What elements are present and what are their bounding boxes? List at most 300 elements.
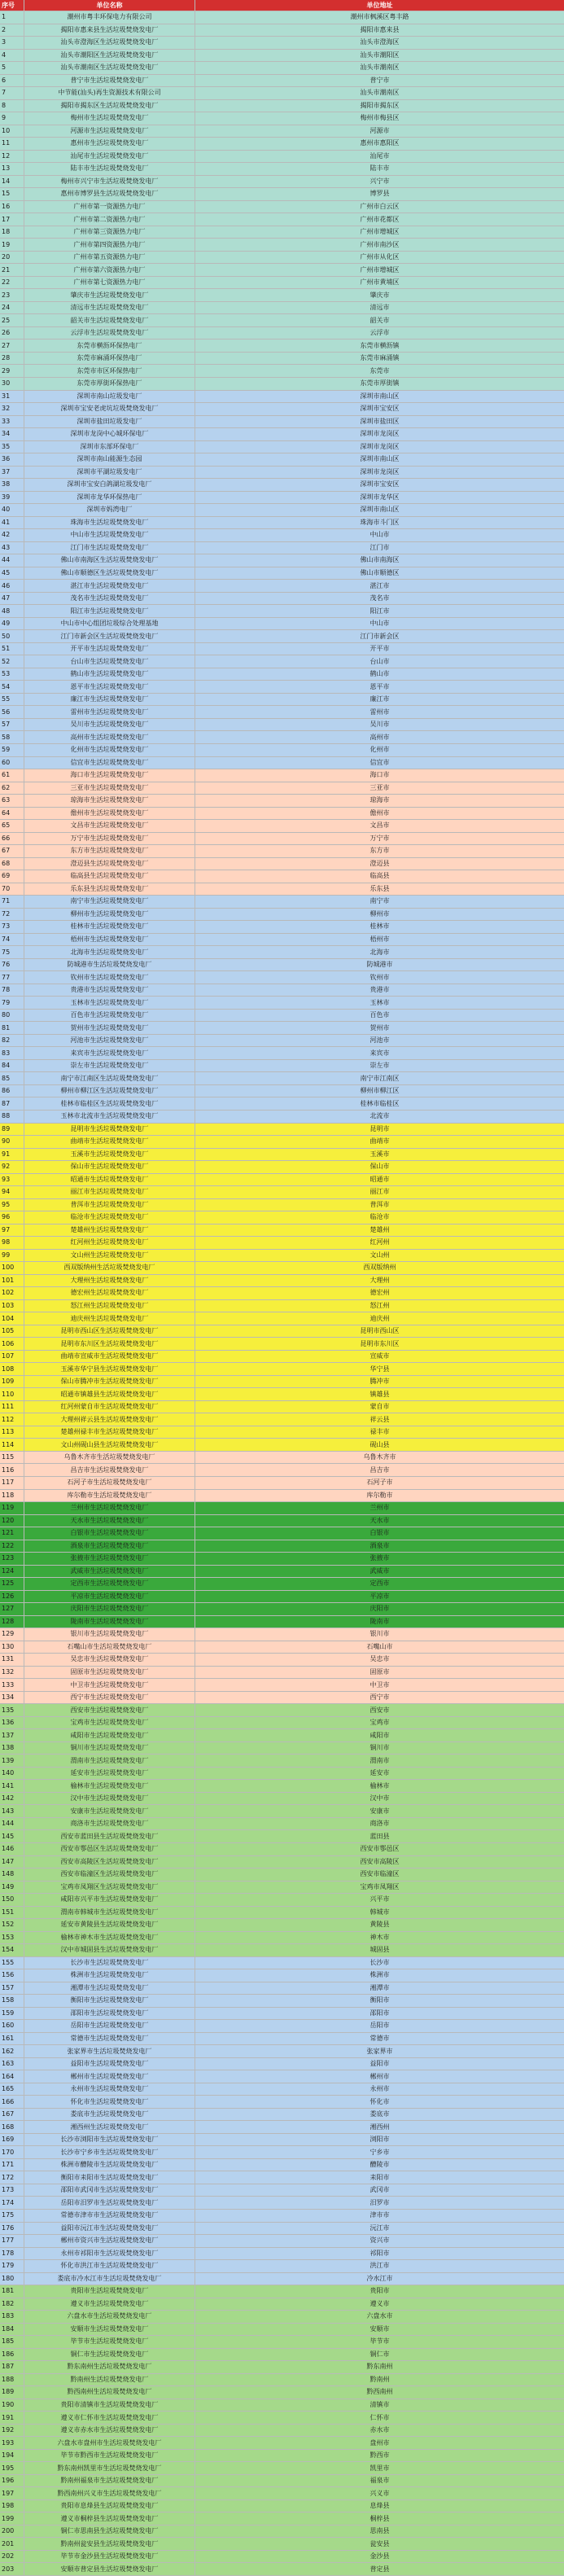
table-row bbox=[0, 1161, 564, 1174]
row-number: 168 bbox=[0, 2121, 24, 2133]
row-number: 15 bbox=[0, 188, 24, 200]
company-name: 遵义市生活垃圾焚烧发电厂 bbox=[24, 2298, 195, 2311]
row-number: 190 bbox=[0, 2399, 24, 2412]
table-row bbox=[0, 24, 564, 37]
company-name: 深圳市龙华环保热电厂 bbox=[24, 492, 195, 504]
table-row bbox=[0, 1502, 564, 1515]
company-address: 玉溪市 bbox=[369, 1150, 390, 1158]
table-row bbox=[0, 1413, 564, 1426]
table-row bbox=[0, 1868, 564, 1882]
row-number: 45 bbox=[0, 567, 24, 580]
row-number: 120 bbox=[0, 1515, 24, 1527]
row-number: 74 bbox=[0, 934, 24, 946]
table-row bbox=[0, 239, 564, 252]
table-row bbox=[0, 138, 564, 151]
row-number: 167 bbox=[0, 2109, 24, 2121]
company-address: 沅江市 bbox=[369, 2223, 390, 2232]
company-address: 赤水市 bbox=[369, 2426, 390, 2434]
company-address: 商洛市 bbox=[369, 1820, 390, 1828]
table-row bbox=[0, 1515, 564, 1528]
company-address: 吴川市 bbox=[369, 721, 390, 729]
table-row bbox=[0, 795, 564, 808]
row-number: 34 bbox=[0, 428, 24, 440]
company-name: 西宁市生活垃圾焚烧发电厂 bbox=[24, 1692, 195, 1704]
row-number: 24 bbox=[0, 302, 24, 314]
company-address: 昌吉市 bbox=[369, 1465, 390, 1474]
table-row bbox=[0, 706, 564, 719]
company-name: 佛山市顺德区生活垃圾焚烧发电厂 bbox=[24, 567, 195, 580]
row-number: 113 bbox=[0, 1426, 24, 1439]
company-address: 西安市高陵区 bbox=[360, 1857, 400, 1865]
company-name: 梅州市兴宁市生活垃圾焚烧发电厂 bbox=[24, 176, 195, 188]
row-number: 149 bbox=[0, 1882, 24, 1894]
table-row bbox=[0, 2045, 564, 2058]
company-name: 陇南市生活垃圾焚烧发电厂 bbox=[24, 1616, 195, 1628]
row-number: 112 bbox=[0, 1413, 24, 1426]
company-name: 东莞市市区环保热电厂 bbox=[24, 365, 195, 377]
company-name: 台山市生活垃圾焚烧发电厂 bbox=[24, 655, 195, 668]
table-row bbox=[0, 201, 564, 214]
table-row bbox=[0, 1149, 564, 1162]
company-name: 中山市生活垃圾焚烧发电厂 bbox=[24, 529, 195, 541]
row-number: 42 bbox=[0, 529, 24, 541]
row-number: 117 bbox=[0, 1477, 24, 1489]
table-row bbox=[0, 1072, 564, 1085]
table-row bbox=[0, 769, 564, 782]
company-name: 常德市生活垃圾焚烧发电厂 bbox=[24, 2033, 195, 2045]
row-number: 146 bbox=[0, 1843, 24, 1855]
company-address: 柳州市柳江区 bbox=[360, 1087, 400, 1095]
company-name: 普洱市生活垃圾焚烧发电厂 bbox=[24, 1199, 195, 1211]
company-address: 黔西南州 bbox=[366, 2388, 393, 2396]
company-address: 凯里市 bbox=[369, 2464, 390, 2472]
table-row bbox=[0, 2033, 564, 2046]
table-row bbox=[0, 1211, 564, 1224]
header-name: 单位名称 bbox=[24, 0, 195, 11]
table-row bbox=[0, 833, 564, 846]
company-name: 延安市黄陵县生活垃圾焚烧发电厂 bbox=[24, 1919, 195, 1931]
table-row bbox=[0, 1401, 564, 1414]
company-name: 临沧市生活垃圾焚烧发电厂 bbox=[24, 1211, 195, 1224]
company-address: 黔东南州 bbox=[366, 2363, 393, 2371]
company-name: 广州市第五资源热力电厂 bbox=[24, 252, 195, 264]
company-address: 怀化市 bbox=[369, 2097, 390, 2105]
company-name: 桂林市临桂区生活垃圾焚烧发电厂 bbox=[24, 1097, 195, 1110]
table-row bbox=[0, 605, 564, 618]
company-address: 崇左市 bbox=[369, 1062, 390, 1070]
company-name: 云浮市生活垃圾焚烧发电厂 bbox=[24, 327, 195, 340]
company-address: 西安市 bbox=[369, 1706, 390, 1714]
company-name: 佛山市南海区生活垃圾焚烧发电厂 bbox=[24, 554, 195, 567]
row-number: 173 bbox=[0, 2184, 24, 2197]
table-row bbox=[0, 87, 564, 100]
table-row bbox=[0, 896, 564, 909]
company-address: 河源市 bbox=[369, 126, 390, 134]
company-address: 阳江市 bbox=[369, 607, 390, 615]
row-number: 13 bbox=[0, 163, 24, 175]
company-name: 西安市蓝田县生活垃圾焚烧发电厂 bbox=[24, 1830, 195, 1842]
table-row bbox=[0, 1755, 564, 1768]
company-address: 仁怀市 bbox=[369, 2413, 390, 2421]
company-address: 石河子市 bbox=[366, 1479, 393, 1487]
company-name: 汕头市澄海区生活垃圾焚烧发电厂 bbox=[24, 37, 195, 49]
company-name: 酒泉市生活垃圾焚烧发电厂 bbox=[24, 1540, 195, 1553]
company-address: 西宁市 bbox=[369, 1693, 390, 1702]
company-name: 东莞市厚街环保热电厂 bbox=[24, 378, 195, 390]
company-address: 开平市 bbox=[369, 645, 390, 653]
row-number: 35 bbox=[0, 441, 24, 453]
row-number: 186 bbox=[0, 2349, 24, 2361]
row-number: 53 bbox=[0, 668, 24, 681]
company-name: 鹤山市生活垃圾焚烧发电厂 bbox=[24, 668, 195, 681]
company-name: 岳阳市汨罗市生活垃圾焚烧发电厂 bbox=[24, 2197, 195, 2209]
company-name: 汉中市城固县生活垃圾焚烧发电厂 bbox=[24, 1944, 195, 1956]
table-row bbox=[0, 542, 564, 555]
company-address: 琼海市 bbox=[369, 796, 390, 804]
row-number: 6 bbox=[0, 75, 24, 87]
company-address: 贺州市 bbox=[369, 1023, 390, 1032]
row-number: 198 bbox=[0, 2500, 24, 2512]
row-number: 121 bbox=[0, 1527, 24, 1540]
company-address: 铜川市 bbox=[369, 1744, 390, 1752]
company-address: 宣威市 bbox=[369, 1352, 390, 1360]
company-name: 黔东南州凯里市生活垃圾焚烧发电厂 bbox=[24, 2462, 195, 2474]
company-address: 天水市 bbox=[369, 1516, 390, 1524]
company-address: 红河州 bbox=[369, 1238, 390, 1246]
company-address: 福泉市 bbox=[369, 2477, 390, 2485]
row-number: 96 bbox=[0, 1211, 24, 1224]
row-number: 1 bbox=[0, 11, 24, 24]
row-number: 18 bbox=[0, 226, 24, 239]
table-row bbox=[0, 428, 564, 441]
company-name: 南宁市生活垃圾焚烧发电厂 bbox=[24, 896, 195, 908]
company-address: 佛山市南海区 bbox=[360, 556, 400, 564]
row-number: 59 bbox=[0, 744, 24, 756]
company-address: 深圳市宝安区 bbox=[360, 405, 400, 413]
company-name: 曲靖市生活垃圾焚烧发电厂 bbox=[24, 1136, 195, 1148]
row-number: 191 bbox=[0, 2412, 24, 2424]
row-number: 56 bbox=[0, 706, 24, 718]
table-row bbox=[0, 1641, 564, 1654]
table-row bbox=[0, 1591, 564, 1604]
company-name: 贵港市生活垃圾焚烧发电厂 bbox=[24, 984, 195, 997]
row-number: 108 bbox=[0, 1363, 24, 1375]
company-address: 汕头市潮南区 bbox=[360, 64, 400, 72]
table-row bbox=[0, 731, 564, 744]
company-address: 怒江州 bbox=[369, 1302, 390, 1309]
table-row bbox=[0, 391, 564, 404]
row-number: 132 bbox=[0, 1667, 24, 1679]
row-number: 184 bbox=[0, 2324, 24, 2336]
row-number: 138 bbox=[0, 1742, 24, 1755]
company-name: 渭南市韩城市生活垃圾焚烧发电厂 bbox=[24, 1907, 195, 1919]
company-address: 砚山县 bbox=[369, 1440, 390, 1448]
company-address: 昭通市 bbox=[369, 1175, 390, 1183]
company-name: 乐东县生活垃圾焚烧发电厂 bbox=[24, 883, 195, 896]
row-number: 189 bbox=[0, 2386, 24, 2399]
table-row bbox=[0, 327, 564, 340]
table-row bbox=[0, 1338, 564, 1351]
table-row bbox=[0, 1856, 564, 1869]
table-row bbox=[0, 2121, 564, 2134]
company-address: 东莞市横沥镇 bbox=[360, 341, 400, 349]
company-address: 儋州市 bbox=[369, 808, 390, 817]
company-name: 韶关市生活垃圾焚烧发电厂 bbox=[24, 314, 195, 326]
company-address: 昆明市东川区 bbox=[360, 1339, 400, 1347]
company-address: 东莞市麻涌镇 bbox=[360, 354, 400, 362]
company-address: 梧州市 bbox=[369, 935, 390, 943]
company-address: 榆林市 bbox=[369, 1781, 390, 1790]
company-name: 西安市高陵区生活垃圾焚烧发电厂 bbox=[24, 1856, 195, 1868]
company-address: 澄迈县 bbox=[369, 859, 390, 867]
row-number: 118 bbox=[0, 1490, 24, 1502]
row-number: 92 bbox=[0, 1161, 24, 1173]
company-address: 钦州市 bbox=[369, 973, 390, 981]
company-address: 文昌市 bbox=[369, 821, 390, 830]
company-name: 昆明市东川区生活垃圾焚烧发电厂 bbox=[24, 1338, 195, 1350]
row-number: 9 bbox=[0, 112, 24, 125]
table-row bbox=[0, 2223, 564, 2236]
table-row bbox=[0, 959, 564, 972]
table-row bbox=[0, 870, 564, 883]
company-name: 铜川市生活垃圾焚烧发电厂 bbox=[24, 1742, 195, 1755]
company-name: 百色市生活垃圾焚烧发电厂 bbox=[24, 1010, 195, 1022]
company-name: 怀化市生活垃圾焚烧发电厂 bbox=[24, 2096, 195, 2108]
table-row bbox=[0, 681, 564, 694]
row-number: 83 bbox=[0, 1047, 24, 1059]
company-name: 汕头市潮南区生活垃圾焚烧发电厂 bbox=[24, 62, 195, 74]
row-number: 147 bbox=[0, 1856, 24, 1868]
company-name: 长沙市生活垃圾焚烧发电厂 bbox=[24, 1957, 195, 1969]
row-number: 130 bbox=[0, 1641, 24, 1654]
company-address: 宝鸡市 bbox=[369, 1719, 390, 1727]
row-number: 141 bbox=[0, 1780, 24, 1792]
row-number: 71 bbox=[0, 896, 24, 908]
company-name: 毕节市生活垃圾焚烧发电厂 bbox=[24, 2336, 195, 2348]
company-name: 中卫市生活垃圾焚烧发电厂 bbox=[24, 1679, 195, 1691]
row-number: 80 bbox=[0, 1010, 24, 1022]
table-row bbox=[0, 1325, 564, 1338]
company-address: 广州市从化区 bbox=[360, 253, 400, 261]
company-address: 茂名市 bbox=[369, 594, 390, 602]
table-row bbox=[0, 2336, 564, 2349]
table-row bbox=[0, 2425, 564, 2438]
row-number: 127 bbox=[0, 1603, 24, 1615]
table-row bbox=[0, 655, 564, 668]
company-name: 兰州市生活垃圾焚烧发电厂 bbox=[24, 1502, 195, 1514]
company-address: 遵义市 bbox=[369, 2299, 390, 2307]
row-number: 3 bbox=[0, 37, 24, 49]
table-row bbox=[0, 782, 564, 795]
company-name: 化州市生活垃圾焚烧发电厂 bbox=[24, 744, 195, 756]
company-name: 文山州砚山县生活垃圾焚烧发电厂 bbox=[24, 1439, 195, 1451]
company-name: 汕头市潮阳区生活垃圾焚烧发电厂 bbox=[24, 50, 195, 62]
row-number: 31 bbox=[0, 391, 24, 403]
row-number: 128 bbox=[0, 1616, 24, 1628]
company-name: 昭通市镇雄县生活垃圾焚烧发电厂 bbox=[24, 1388, 195, 1400]
company-name: 昆明市生活垃圾焚烧发电厂 bbox=[24, 1124, 195, 1136]
table-row bbox=[0, 808, 564, 821]
company-address: 深圳市龙岗区 bbox=[360, 430, 400, 438]
table-row bbox=[0, 1035, 564, 1048]
row-number: 5 bbox=[0, 62, 24, 74]
table-row bbox=[0, 1818, 564, 1831]
company-address: 酒泉市 bbox=[369, 1541, 390, 1549]
company-address: 化州市 bbox=[369, 746, 390, 754]
table-row bbox=[0, 580, 564, 593]
company-name: 迪庆州生活垃圾焚烧发电厂 bbox=[24, 1312, 195, 1325]
company-address: 高州市 bbox=[369, 733, 390, 741]
table-row bbox=[0, 1742, 564, 1755]
company-name: 武威市生活垃圾焚烧发电厂 bbox=[24, 1566, 195, 1578]
table-row bbox=[0, 2008, 564, 2021]
table-row bbox=[0, 529, 564, 542]
table-row bbox=[0, 2020, 564, 2033]
table-row bbox=[0, 2563, 564, 2576]
company-address: 大理州 bbox=[369, 1276, 390, 1284]
company-name: 铜仁市生活垃圾焚烧发电厂 bbox=[24, 2349, 195, 2361]
row-number: 14 bbox=[0, 176, 24, 188]
company-address: 黔西市 bbox=[369, 2451, 390, 2460]
company-address: 清镇市 bbox=[369, 2401, 390, 2408]
row-number: 26 bbox=[0, 327, 24, 340]
table-row bbox=[0, 37, 564, 50]
company-address: 桂林市 bbox=[369, 922, 390, 931]
company-address: 深圳市盐田区 bbox=[360, 417, 400, 425]
row-number: 174 bbox=[0, 2197, 24, 2209]
row-number: 87 bbox=[0, 1097, 24, 1110]
company-address: 北海市 bbox=[369, 948, 390, 956]
table-row bbox=[0, 2159, 564, 2172]
company-name: 琼海市生活垃圾焚烧发电厂 bbox=[24, 795, 195, 807]
company-address: 深圳市龙岗区 bbox=[360, 467, 400, 475]
table-row bbox=[0, 1060, 564, 1073]
company-name: 揭阳市揭东区生活垃圾焚烧发电厂 bbox=[24, 100, 195, 112]
company-address: 郴州市 bbox=[369, 2072, 390, 2080]
company-name: 肇庆市生活垃圾焚烧发电厂 bbox=[24, 289, 195, 301]
table-row bbox=[0, 1085, 564, 1098]
table-row bbox=[0, 2526, 564, 2539]
table-row bbox=[0, 2248, 564, 2261]
company-name: 铜仁市思南县生活垃圾焚烧发电厂 bbox=[24, 2526, 195, 2538]
company-name: 宝鸡市生活垃圾焚烧发电厂 bbox=[24, 1717, 195, 1729]
company-address: 镇雄县 bbox=[369, 1390, 390, 1398]
company-name: 桂林市生活垃圾焚烧发电厂 bbox=[24, 921, 195, 933]
table-row bbox=[0, 2311, 564, 2324]
company-name: 广州市第七资源热力电厂 bbox=[24, 277, 195, 289]
company-name: 昭通市生活垃圾焚烧发电厂 bbox=[24, 1174, 195, 1186]
company-name: 毕节市金沙县生活垃圾焚烧发电厂 bbox=[24, 2551, 195, 2563]
company-name: 长沙市宁乡市生活垃圾焚烧发电厂 bbox=[24, 2146, 195, 2158]
company-address: 昆明市 bbox=[369, 1124, 390, 1132]
company-address: 汕头市澄海区 bbox=[360, 38, 400, 46]
table-row bbox=[0, 2210, 564, 2223]
table-row bbox=[0, 188, 564, 201]
company-name: 西安市临潼区生活垃圾焚烧发电厂 bbox=[24, 1868, 195, 1881]
row-number: 181 bbox=[0, 2285, 24, 2298]
row-number: 103 bbox=[0, 1300, 24, 1312]
company-name: 衡阳市耒阳市生活垃圾焚烧发电厂 bbox=[24, 2171, 195, 2184]
table-row bbox=[0, 1111, 564, 1124]
row-number: 82 bbox=[0, 1035, 24, 1047]
company-name: 楚雄州生活垃圾焚烧发电厂 bbox=[24, 1224, 195, 1237]
row-number: 170 bbox=[0, 2146, 24, 2158]
row-number: 172 bbox=[0, 2171, 24, 2184]
company-name: 黔东南州生活垃圾焚烧发电厂 bbox=[24, 2361, 195, 2373]
row-number: 33 bbox=[0, 416, 24, 428]
company-address: 广州市增城区 bbox=[360, 265, 400, 274]
row-number: 100 bbox=[0, 1262, 24, 1274]
company-name: 深圳市南山垃圾发电厂 bbox=[24, 391, 195, 403]
company-address: 蒙自市 bbox=[369, 1403, 390, 1411]
row-number: 158 bbox=[0, 1995, 24, 2007]
row-number: 161 bbox=[0, 2033, 24, 2045]
company-name: 永州市生活垃圾焚烧发电厂 bbox=[24, 2083, 195, 2096]
company-name: 柳州市柳江区生活垃圾焚烧发电厂 bbox=[24, 1085, 195, 1097]
row-number: 154 bbox=[0, 1944, 24, 1956]
company-name: 庆阳市生活垃圾焚烧发电厂 bbox=[24, 1603, 195, 1615]
table-row bbox=[0, 264, 564, 277]
company-address: 广州市增城区 bbox=[360, 228, 400, 236]
company-address: 张家界市 bbox=[366, 2047, 393, 2055]
table-row bbox=[0, 2500, 564, 2513]
company-name: 石嘴山市生活垃圾焚烧发电厂 bbox=[24, 1641, 195, 1654]
row-number: 8 bbox=[0, 100, 24, 112]
company-address: 汉中市 bbox=[369, 1794, 390, 1803]
company-name: 张掖市生活垃圾焚烧发电厂 bbox=[24, 1553, 195, 1565]
company-address: 盘州市 bbox=[369, 2438, 390, 2447]
table-row bbox=[0, 2134, 564, 2147]
company-address: 乐东县 bbox=[369, 884, 390, 892]
header-num: 序号 bbox=[0, 0, 24, 11]
row-number: 88 bbox=[0, 1111, 24, 1123]
table-row bbox=[0, 2083, 564, 2096]
company-address: 广州市黄埔区 bbox=[360, 278, 400, 287]
company-address: 鹤山市 bbox=[369, 670, 390, 678]
row-number: 21 bbox=[0, 264, 24, 276]
table-row bbox=[0, 1907, 564, 1920]
table-row bbox=[0, 1351, 564, 1364]
company-address: 湛江市 bbox=[369, 581, 390, 589]
company-address: 清远市 bbox=[369, 304, 390, 312]
row-number: 12 bbox=[0, 151, 24, 163]
company-address: 腾冲市 bbox=[369, 1378, 390, 1386]
company-address: 贵阳市 bbox=[369, 2287, 390, 2295]
company-address: 河池市 bbox=[369, 1036, 390, 1045]
table-row bbox=[0, 1224, 564, 1238]
company-name: 岳阳市生活垃圾焚烧发电厂 bbox=[24, 2020, 195, 2032]
company-name: 咸阳市兴平市生活垃圾焚烧发电厂 bbox=[24, 1894, 195, 1906]
table-row bbox=[0, 2146, 564, 2159]
company-name: 信宜市生活垃圾焚烧发电厂 bbox=[24, 757, 195, 769]
company-name: 娄底市生活垃圾焚烧发电厂 bbox=[24, 2109, 195, 2121]
table-row bbox=[0, 1654, 564, 1667]
company-name: 深圳市南山能源生态园 bbox=[24, 453, 195, 466]
company-name: 大理州生活垃圾焚烧发电厂 bbox=[24, 1275, 195, 1287]
company-address: 广州市南沙区 bbox=[360, 240, 400, 248]
company-name: 怒江州生活垃圾焚烧发电厂 bbox=[24, 1300, 195, 1312]
row-number: 54 bbox=[0, 681, 24, 693]
company-name: 榆林市神木市生活垃圾焚烧发电厂 bbox=[24, 1932, 195, 1944]
row-number: 178 bbox=[0, 2248, 24, 2260]
table-row bbox=[0, 1679, 564, 1692]
row-number: 72 bbox=[0, 909, 24, 921]
row-number: 67 bbox=[0, 845, 24, 857]
company-name: 清远市生活垃圾焚烧发电厂 bbox=[24, 302, 195, 314]
row-number: 175 bbox=[0, 2210, 24, 2222]
company-address: 文山州 bbox=[369, 1251, 390, 1259]
row-number: 156 bbox=[0, 1969, 24, 1982]
